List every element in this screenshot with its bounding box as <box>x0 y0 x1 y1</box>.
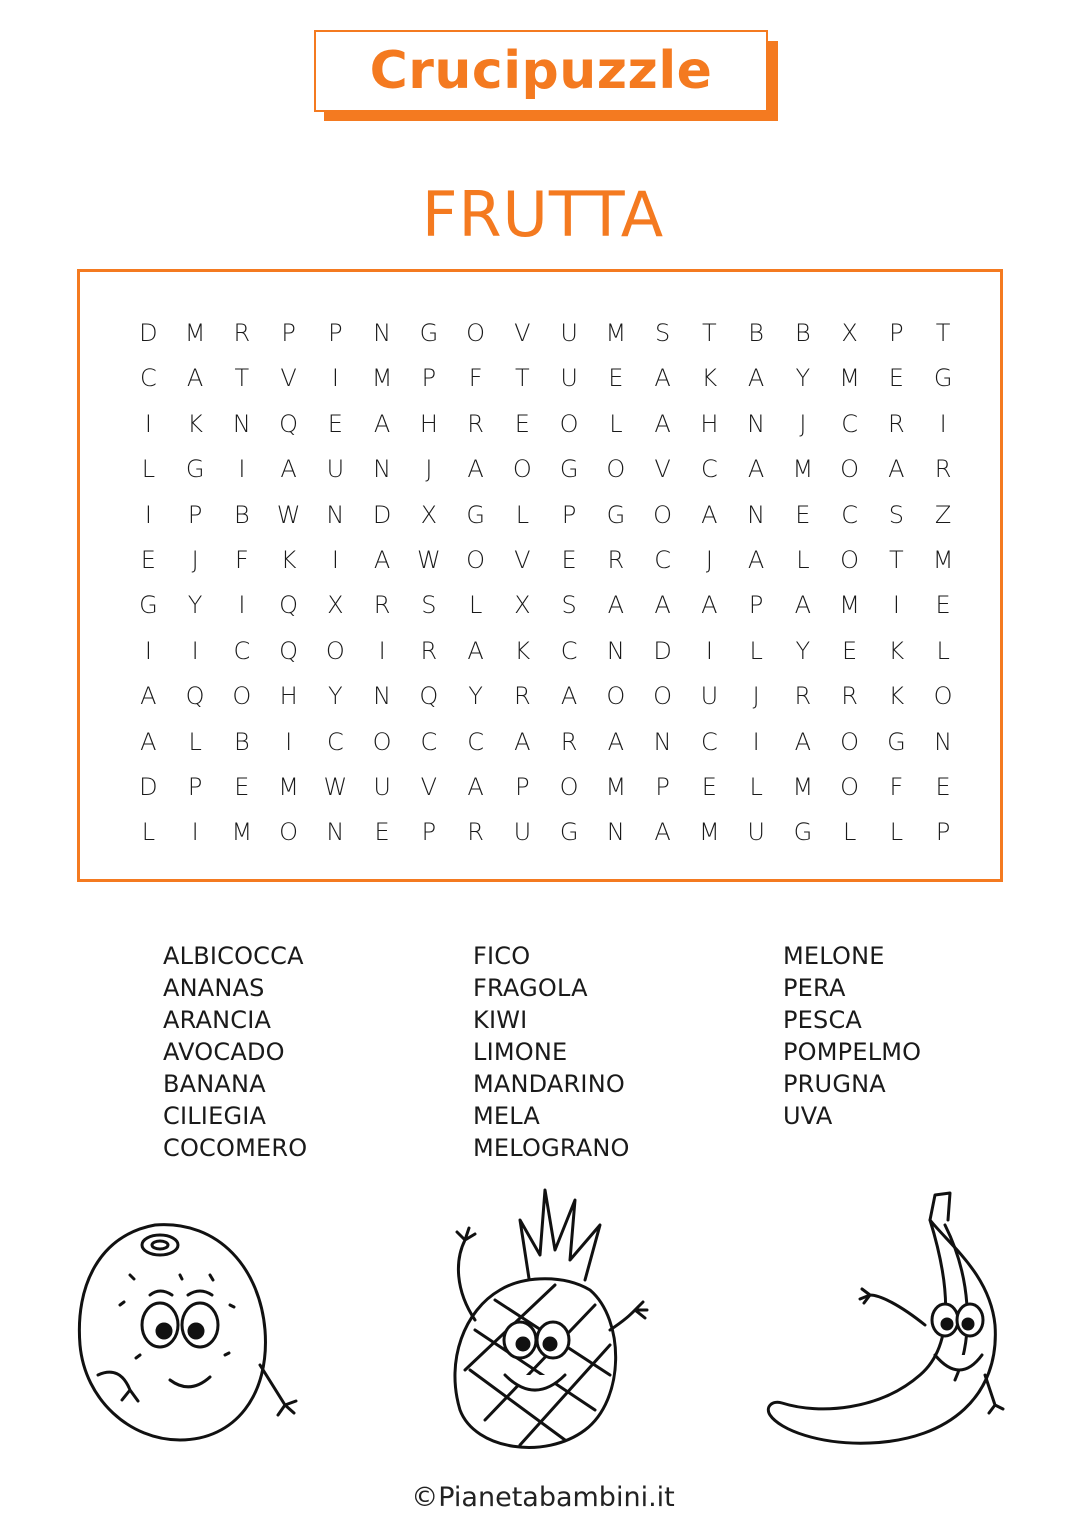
grid-letter: P <box>561 500 577 529</box>
grid-letter: P <box>187 772 203 801</box>
grid-letter: Q <box>185 682 205 711</box>
word-item: MELOGRANO <box>473 1134 630 1162</box>
grid-letter: X <box>514 591 531 620</box>
grid-letter: A <box>467 636 484 665</box>
grid-letter: T <box>702 319 717 347</box>
grid-letter: L <box>749 772 763 801</box>
grid-letter: K <box>187 409 203 438</box>
word-item: POMPELMO <box>783 1038 922 1066</box>
grid-letter: W <box>417 545 441 574</box>
grid-letter: S <box>888 500 904 529</box>
grid-letter: U <box>560 319 578 347</box>
grid-letter: J <box>705 545 713 574</box>
grid-letter: T <box>515 364 530 393</box>
grid-letter: T <box>935 319 951 347</box>
grid-letter: A <box>467 772 484 801</box>
grid-letter: Q <box>279 409 299 438</box>
grid-letter: N <box>606 636 625 665</box>
grid-letter: L <box>141 455 156 484</box>
grid-letter: P <box>889 319 904 347</box>
word-item: MANDARINO <box>473 1070 625 1098</box>
grid-letter: O <box>840 727 860 756</box>
grid-letter: O <box>325 636 345 665</box>
grid-letter: A <box>654 591 671 620</box>
word-item: MELA <box>473 1102 541 1130</box>
grid-letter: F <box>889 772 904 801</box>
grid-letter: C <box>139 364 157 393</box>
grid-letter: N <box>747 409 766 438</box>
grid-letter: L <box>141 818 156 847</box>
grid-letter: C <box>700 455 718 484</box>
grid-letter: Z <box>934 500 952 529</box>
grid-letter: V <box>654 455 671 484</box>
grid-letter: D <box>653 636 672 665</box>
grid-letter: C <box>841 409 858 438</box>
grid-letter: R <box>420 636 438 665</box>
grid-letter: A <box>607 591 625 620</box>
grid-letter: E <box>795 500 811 529</box>
grid-letter: Q <box>419 682 439 711</box>
grid-letter: U <box>560 364 578 393</box>
grid-letter: C <box>420 727 438 756</box>
grid-letter: F <box>468 364 483 393</box>
grid-letter: I <box>238 591 246 620</box>
grid-letter: J <box>191 545 199 574</box>
grid-letter: D <box>139 319 158 347</box>
grid-letter: I <box>331 364 339 393</box>
grid-letter: P <box>187 500 203 529</box>
grid-letter: O <box>559 409 579 438</box>
grid-letter: A <box>701 591 718 620</box>
word-item: AVOCADO <box>163 1038 285 1066</box>
word-item: BANANA <box>163 1070 266 1098</box>
pineapple-illustration <box>425 1180 655 1460</box>
grid-letter: M <box>932 545 954 574</box>
grid-letter: C <box>467 727 484 756</box>
grid-letter: E <box>234 772 250 801</box>
grid-letter: W <box>323 772 348 801</box>
grid-letter: M <box>792 772 814 801</box>
grid-letter: S <box>655 319 671 347</box>
grid-letter: R <box>607 545 625 574</box>
banana-illustration <box>760 1185 1020 1455</box>
grid-letter: C <box>560 636 578 665</box>
grid-letter: I <box>705 636 713 665</box>
grid-letter: Q <box>279 636 299 665</box>
grid-letter: R <box>467 409 484 438</box>
grid-letter: V <box>514 319 531 347</box>
grid-letter: A <box>186 364 204 393</box>
grid-letter: R <box>560 727 578 756</box>
grid-letter: J <box>752 682 760 711</box>
grid-letter: Y <box>468 682 483 711</box>
grid-letter: R <box>934 455 952 484</box>
copyright-icon: © <box>411 1482 439 1513</box>
word-item: ARANCIA <box>163 1006 272 1034</box>
grid-letter: X <box>841 319 858 347</box>
grid-letter: I <box>892 591 900 620</box>
grid-letter: G <box>793 818 813 847</box>
grid-letter: A <box>140 682 157 711</box>
word-item: ANANAS <box>163 974 265 1002</box>
grid-letter: L <box>468 591 483 620</box>
grid-letter: O <box>232 682 252 711</box>
grid-letter: R <box>841 682 858 711</box>
grid-letter: N <box>326 500 345 529</box>
grid-letter: C <box>233 636 251 665</box>
grid-letter: O <box>653 682 673 711</box>
grid-letter: N <box>934 727 953 756</box>
grid-letter: U <box>373 772 391 801</box>
grid-letter: I <box>331 545 339 574</box>
grid-letter: Y <box>795 636 811 665</box>
grid-letter: S <box>421 591 437 620</box>
grid-letter: K <box>888 682 905 711</box>
grid-letter: A <box>747 455 765 484</box>
grid-letter: B <box>748 319 764 347</box>
word-item: CILIEGIA <box>163 1102 267 1130</box>
grid-letter: I <box>939 409 947 438</box>
grid-letter: B <box>795 319 811 347</box>
grid-letter: A <box>794 591 812 620</box>
grid-letter: K <box>701 364 718 393</box>
grid-letter: V <box>514 545 531 574</box>
grid-letter: G <box>466 500 485 529</box>
grid-letter: D <box>372 500 392 529</box>
grid-letter: R <box>514 682 531 711</box>
grid-letter: L <box>749 636 763 665</box>
grid-letter: V <box>280 364 297 393</box>
grid-letter: A <box>514 727 531 756</box>
grid-letter: T <box>234 364 250 393</box>
grid-letter: O <box>466 319 486 347</box>
grid-letter: D <box>139 772 158 801</box>
grid-letter: U <box>326 455 345 484</box>
grid-letter: G <box>559 818 579 847</box>
footer <box>0 1482 1086 1513</box>
grid-letter: A <box>654 409 671 438</box>
grid-letter: I <box>191 636 199 665</box>
grid-letter: E <box>327 409 343 438</box>
word-item: FRAGOLA <box>473 974 588 1002</box>
word-item: MELONE <box>783 942 885 970</box>
grid-letter: A <box>794 727 812 756</box>
grid-letter: O <box>606 682 626 711</box>
grid-letter: M <box>839 364 860 393</box>
grid-letter: U <box>513 818 532 847</box>
grid-letter: O <box>933 682 953 711</box>
grid-letter: U <box>700 682 719 711</box>
grid-letter: A <box>607 727 625 756</box>
grid-letter: J <box>425 455 433 484</box>
grid-letter: A <box>654 818 671 847</box>
grid-letter: I <box>285 727 293 756</box>
grid-letter: O <box>372 727 392 756</box>
grid-letter: C <box>654 545 671 574</box>
site-name: Pianetabambini.it <box>438 1482 675 1513</box>
grid-letter: J <box>799 409 807 438</box>
grid-letter: P <box>655 772 670 801</box>
grid-letter: P <box>328 319 343 347</box>
kiwi-illustration <box>60 1215 320 1455</box>
word-item: FICO <box>473 942 531 970</box>
grid-letter: X <box>420 500 438 529</box>
grid-letter: K <box>888 636 905 665</box>
grid-letter: S <box>561 591 577 620</box>
grid-letter: P <box>748 591 764 620</box>
grid-letter: G <box>606 500 626 529</box>
grid-letter: P <box>421 818 437 847</box>
grid-letter: E <box>608 364 624 393</box>
word-item: LIMONE <box>473 1038 568 1066</box>
grid-letter: P <box>515 772 530 801</box>
grid-letter: L <box>515 500 530 529</box>
grid-letter: C <box>700 727 718 756</box>
grid-letter: O <box>653 500 673 529</box>
grid-letter: A <box>747 364 765 393</box>
grid-letter: L <box>842 818 857 847</box>
grid-letter: Y <box>328 682 343 711</box>
grid-letter: K <box>280 545 297 574</box>
grid-letter: N <box>373 319 392 347</box>
grid-letter: N <box>232 409 251 438</box>
grid-letter: E <box>561 545 577 574</box>
grid-letter: E <box>935 772 951 801</box>
grid-letter: V <box>420 772 438 801</box>
grid-letter: H <box>279 682 298 711</box>
grid-letter: A <box>373 409 391 438</box>
word-item: PRUGNA <box>783 1070 886 1098</box>
logo-box <box>314 30 768 112</box>
grid-letter: G <box>559 455 579 484</box>
grid-letter: B <box>234 500 250 529</box>
grid-letter: G <box>933 364 953 393</box>
grid-letter: I <box>144 500 152 529</box>
grid-letter: O <box>512 455 532 484</box>
grid-letter: G <box>185 455 205 484</box>
grid-letter: E <box>842 636 858 665</box>
grid-letter: B <box>234 727 250 756</box>
grid-letter: R <box>794 682 812 711</box>
grid-letter: A <box>701 500 718 529</box>
grid-letter: T <box>889 545 904 574</box>
grid-letter: R <box>373 591 391 620</box>
word-list-column-2 <box>473 940 713 1164</box>
grid-letter: N <box>606 818 625 847</box>
grid-letter: M <box>371 364 393 393</box>
grid-letter: M <box>231 818 253 847</box>
grid-letter: L <box>188 727 202 756</box>
grid-letter: E <box>888 364 904 393</box>
grid-letter: Y <box>795 364 811 393</box>
grid-letter: K <box>514 636 531 665</box>
grid-letter: M <box>792 455 814 484</box>
grid-letter: N <box>373 455 392 484</box>
grid-letter: O <box>466 545 486 574</box>
grid-letter: O <box>840 545 860 574</box>
grid-letter: A <box>747 545 765 574</box>
grid-letter: E <box>935 591 951 620</box>
grid-letter: A <box>280 455 297 484</box>
grid-letter: P <box>935 818 951 847</box>
grid-letter: A <box>140 727 157 756</box>
grid-letter: G <box>419 319 439 347</box>
grid-letter: I <box>191 818 199 847</box>
grid-letter: M <box>184 319 206 347</box>
grid-letter: M <box>699 818 720 847</box>
word-item: COCOMERO <box>163 1134 308 1162</box>
grid-letter: L <box>609 409 623 438</box>
word-item: PERA <box>783 974 846 1002</box>
grid-letter: R <box>888 409 905 438</box>
grid-letter: A <box>373 545 391 574</box>
grid-letter: O <box>840 455 860 484</box>
grid-letter: O <box>559 772 579 801</box>
grid-letter: A <box>654 364 671 393</box>
grid-letter: H <box>700 409 719 438</box>
grid-letter: W <box>276 500 301 529</box>
grid-letter: A <box>888 455 905 484</box>
logo-text: Crucipuzzle <box>369 41 713 101</box>
page-title: FRUTTA <box>421 178 665 251</box>
grid-letter: M <box>605 319 627 347</box>
word-item: KIWI <box>473 1006 528 1034</box>
grid-letter: N <box>373 682 392 711</box>
grid-letter: M <box>605 772 627 801</box>
grid-letter: E <box>514 409 530 438</box>
grid-letter: O <box>606 455 626 484</box>
grid-letter: N <box>747 500 766 529</box>
grid-letter: A <box>560 682 578 711</box>
grid-letter: N <box>653 727 672 756</box>
grid-letter: O <box>840 772 860 801</box>
grid-letter: H <box>419 409 438 438</box>
grid-letter: M <box>839 591 860 620</box>
grid-letter: I <box>144 636 152 665</box>
grid-letter: C <box>326 727 344 756</box>
word-item: PESCA <box>783 1006 863 1034</box>
grid-letter: M <box>278 772 299 801</box>
grid-letter: I <box>144 409 152 438</box>
word-item: ALBICOCCA <box>163 942 304 970</box>
grid-letter: X <box>327 591 344 620</box>
grid-letter: E <box>701 772 717 801</box>
grid-letter: I <box>378 636 386 665</box>
grid-letter: I <box>238 455 246 484</box>
grid-letter: A <box>467 455 484 484</box>
grid-letter: P <box>281 319 296 347</box>
grid-letter: R <box>233 319 251 347</box>
grid-letter: E <box>374 818 390 847</box>
grid-letter: C <box>841 500 858 529</box>
grid-letter: U <box>747 818 765 847</box>
grid-letter: N <box>326 818 345 847</box>
grid-letter: P <box>421 364 437 393</box>
grid-letter: Q <box>279 591 299 620</box>
grid-letter: L <box>936 636 950 665</box>
grid-letter: L <box>889 818 904 847</box>
grid-letter: G <box>139 591 158 620</box>
grid-letter: O <box>279 818 299 847</box>
word-list-column-1 <box>163 940 403 1164</box>
letter-grid <box>125 311 967 856</box>
word-list-column-3 <box>783 940 1023 1132</box>
grid-letter: E <box>140 545 156 574</box>
grid-letter: G <box>887 727 906 756</box>
grid-letter: R <box>467 818 484 847</box>
grid-letter: F <box>234 545 249 574</box>
grid-letter: L <box>796 545 810 574</box>
grid-letter: I <box>752 727 760 756</box>
word-item: UVA <box>783 1102 833 1130</box>
grid-letter: Y <box>187 591 203 620</box>
